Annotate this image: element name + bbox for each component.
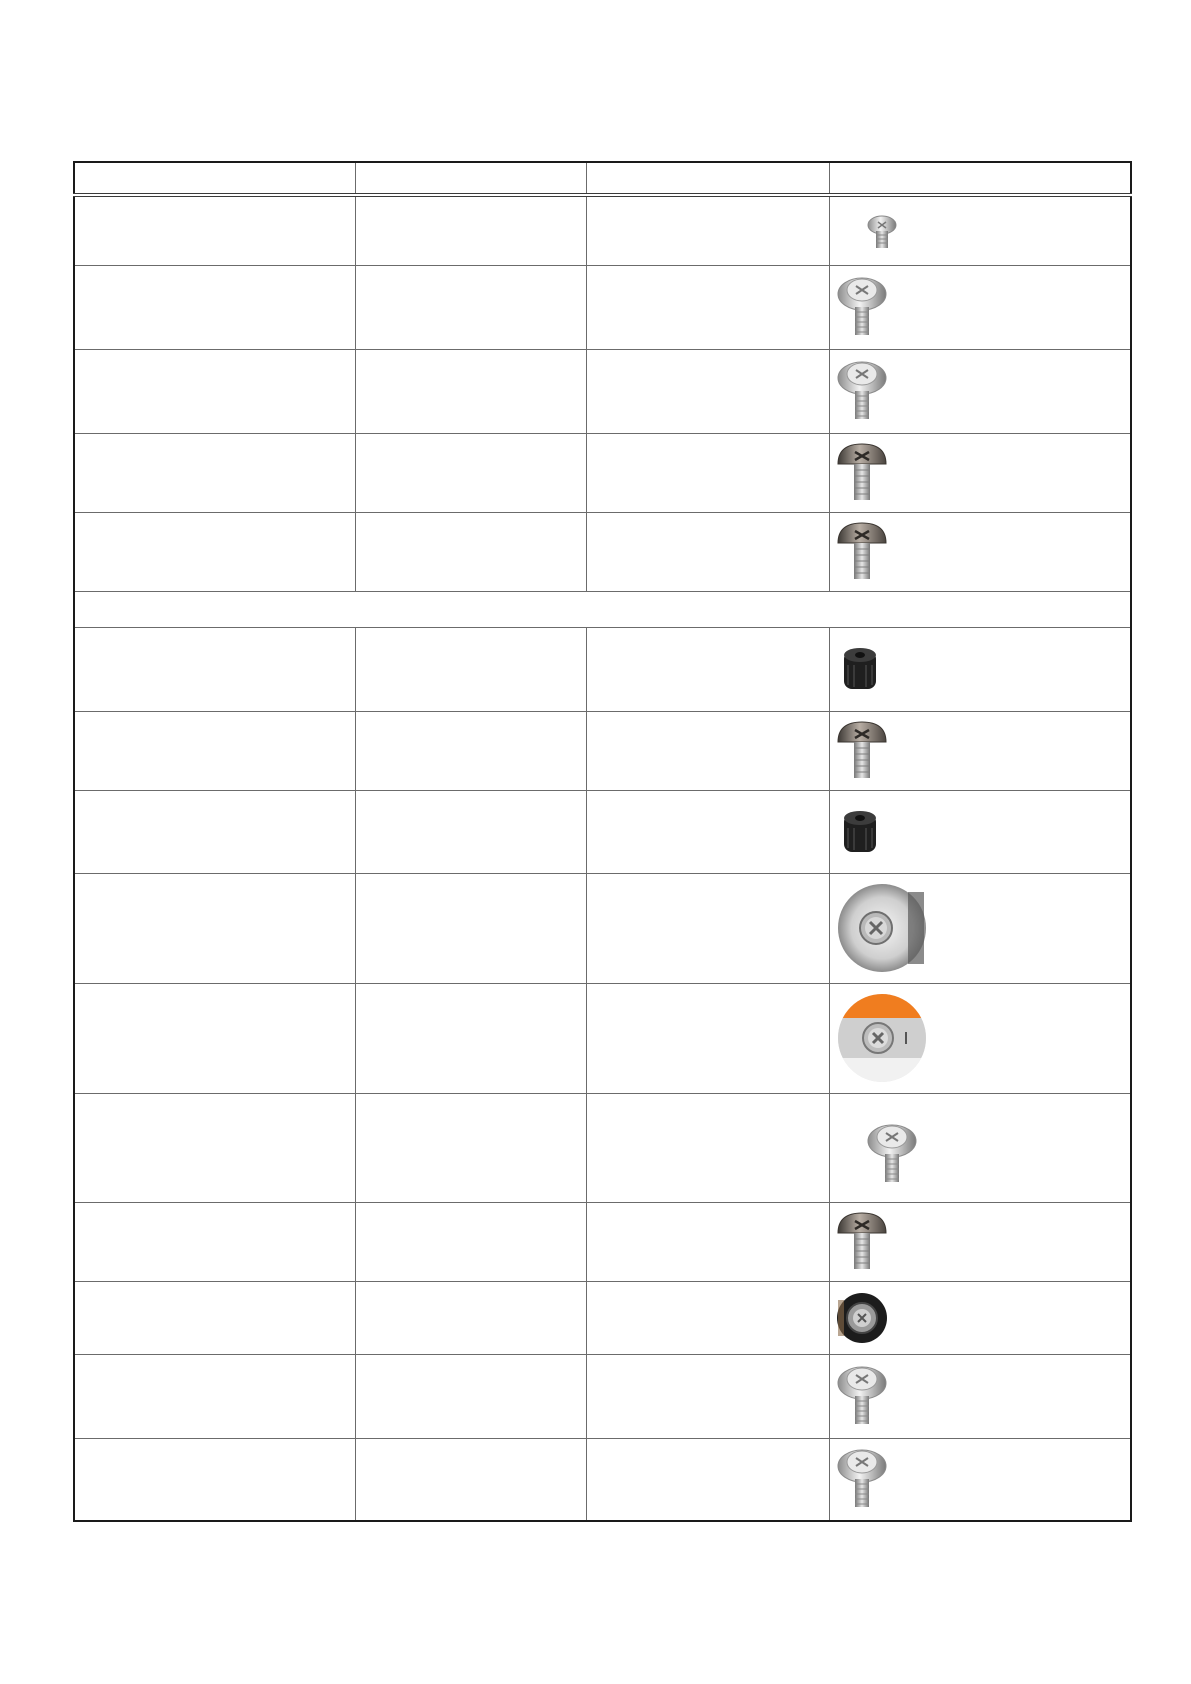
table-cell [356, 790, 587, 873]
table-cell [74, 1202, 356, 1281]
table-cell [74, 1438, 356, 1521]
recessed-screw-photo-icon [836, 1290, 892, 1346]
black-standoff-screw-icon [836, 804, 886, 860]
table-cell [74, 1354, 356, 1438]
table-cell [587, 1354, 830, 1438]
table-cell [587, 627, 830, 711]
dark-pan-head-screw-icon [836, 440, 892, 506]
section-row [74, 591, 1131, 627]
black-standoff-screw-icon [836, 641, 886, 697]
silver-flat-head-screw-icon [836, 205, 916, 257]
table-cell [356, 873, 587, 983]
table-row [74, 1354, 1131, 1438]
table-row [74, 265, 1131, 349]
table-row [74, 512, 1131, 591]
dark-pan-head-screw-icon [836, 1209, 892, 1275]
table-cell [74, 711, 356, 790]
header-cell-1 [74, 162, 356, 195]
dark-pan-head-screw-icon [836, 718, 892, 784]
table-cell [356, 1438, 587, 1521]
table-cell [356, 1281, 587, 1354]
table-row [74, 1202, 1131, 1281]
table-cell [74, 627, 356, 711]
table-cell [74, 265, 356, 349]
table-row [74, 1281, 1131, 1354]
table-cell [587, 1438, 830, 1521]
table-row [74, 433, 1131, 512]
table-cell [356, 1093, 587, 1202]
table-cell [356, 1354, 587, 1438]
dark-pan-head-screw-icon [836, 519, 892, 585]
washer-head-screw-icon [836, 272, 896, 342]
table-cell [74, 512, 356, 591]
washer-head-screw-icon [836, 1444, 896, 1514]
table-row [74, 790, 1131, 873]
table-row [74, 873, 1131, 983]
table-cell [74, 873, 356, 983]
table-cell [74, 433, 356, 512]
table-cell [74, 349, 356, 433]
table-cell [587, 873, 830, 983]
table-row [74, 1093, 1131, 1202]
section-label [74, 591, 1131, 627]
installed-screw-photo-icon [836, 882, 928, 974]
table-cell [356, 1202, 587, 1281]
installed-screw-orange-photo-icon [836, 992, 928, 1084]
table-cell [356, 512, 587, 591]
table-cell [74, 195, 356, 265]
table-row [74, 1438, 1131, 1521]
table-cell [587, 1093, 830, 1202]
table-cell [356, 195, 587, 265]
washer-head-screw-icon [836, 1115, 926, 1195]
table-cell [587, 265, 830, 349]
washer-head-screw-icon [836, 356, 896, 426]
table-cell [587, 433, 830, 512]
table-row [74, 349, 1131, 433]
table-cell [356, 711, 587, 790]
table-cell [587, 195, 830, 265]
table-cell [74, 1281, 356, 1354]
table-header-row [74, 162, 1131, 195]
header-cell-2 [356, 162, 587, 195]
table-cell [74, 1093, 356, 1202]
table-cell [587, 1281, 830, 1354]
header-cell-3 [587, 162, 830, 195]
table-cell [587, 512, 830, 591]
table-cell [74, 983, 356, 1093]
table-row [74, 195, 1131, 265]
table-cell [587, 983, 830, 1093]
table-cell [356, 433, 587, 512]
table-row [74, 711, 1131, 790]
table-cell [356, 983, 587, 1093]
table-cell [356, 265, 587, 349]
header-cell-4 [830, 162, 1132, 195]
table-cell [587, 349, 830, 433]
table-row [74, 627, 1131, 711]
table-cell [356, 349, 587, 433]
screw-list-table [73, 161, 1132, 1522]
table-cell [587, 790, 830, 873]
table-cell [587, 711, 830, 790]
table-cell [74, 790, 356, 873]
washer-head-screw-icon [836, 1361, 896, 1431]
table-row [74, 983, 1131, 1093]
table-cell [356, 627, 587, 711]
table-cell [587, 1202, 830, 1281]
